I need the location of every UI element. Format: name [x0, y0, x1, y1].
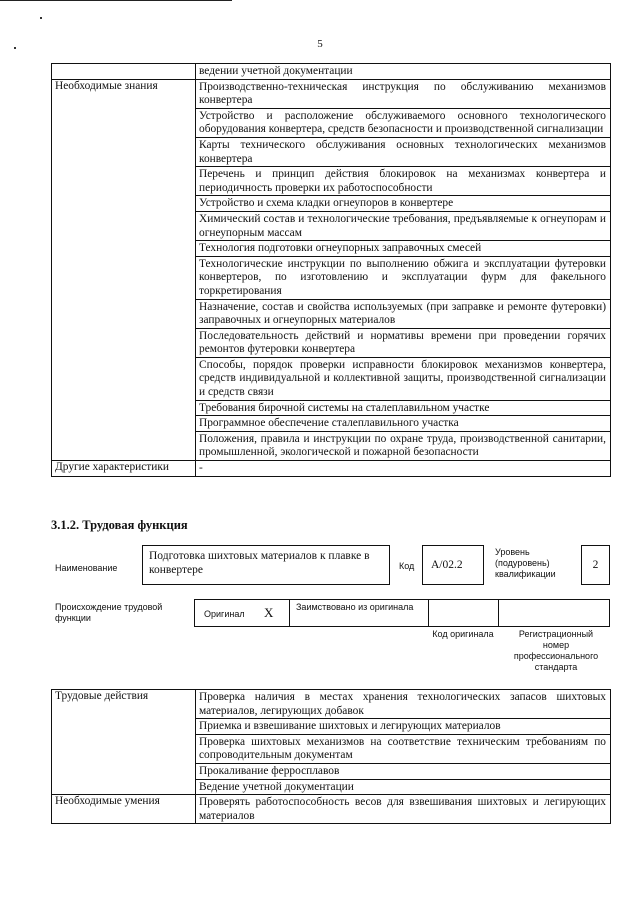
row-label: [52, 64, 196, 80]
row-label: Трудовые действия: [52, 690, 196, 795]
divider: [289, 600, 290, 626]
function-name-box: [142, 545, 390, 585]
table-row: [52, 690, 611, 719]
table-row: [52, 795, 611, 824]
row-item: -: [196, 461, 611, 477]
row-item: Проверять работоспособность весов для взвешивания шихтовых и легирующих материалов: [196, 795, 611, 824]
row-item: Назначение, состав и свойства используемых (при заправке и ремонте футеровки) заправочных и огнеупорных материалов: [196, 299, 611, 328]
row-item: Карты технического обслуживания основных технологических механизмов конвертера: [196, 137, 611, 166]
level-label: Уровень (подуровень) квалификации: [495, 547, 556, 579]
row-item: Приемка и взвешивание шихтовых и легирующих материалов: [196, 719, 611, 735]
row-label: Необходимые умения: [52, 795, 196, 824]
section-heading: 3.1.2. Трудовая функция: [51, 518, 188, 532]
level-value: 2: [592, 559, 599, 571]
divider: [428, 600, 429, 626]
row-item: Прокаливание ферросплавов: [196, 763, 611, 779]
row-item: Перечень и принцип действия блокировок на механизмах конвертера и периодичность проверки их работоспособности: [196, 167, 611, 196]
row-item: Производственно-техническая инструкция по обслуживанию механизмов конвертера: [196, 79, 611, 108]
code-value: А/02.2: [431, 559, 463, 571]
page-number: 5: [317, 38, 323, 50]
table-row: [52, 461, 611, 477]
original-label: Оригинал: [204, 609, 245, 619]
table-row: [52, 79, 611, 108]
row-item: Способы, порядок проверки исправности блокировок механизмов конвертера, средств индивидуальной и коллективной защиты, производственной сигнализации и средств связи: [196, 357, 611, 400]
row-item: Требования бирочной системы на сталеплавильном участке: [196, 400, 611, 416]
original-mark: X: [264, 605, 274, 620]
scan-speck: [40, 17, 42, 19]
reg-number-label: Регистрационный номер профессионального стандарта: [513, 629, 599, 672]
row-item: Программное обеспечение сталеплавильного участка: [196, 416, 611, 432]
top-rule: [0, 0, 232, 1]
level-box: [581, 545, 610, 585]
row-item: Проверка наличия в местах хранения технологических запасов шихтовых материалов, легирующих добавок: [196, 690, 611, 719]
row-item: ведении учетной документации: [196, 64, 611, 80]
row-item: Последовательность действий и нормативы времени при проведении горячих ремонтов футеровки конвертера: [196, 328, 611, 357]
name-label: Наименование: [55, 563, 118, 573]
divider: [498, 600, 499, 626]
function-name: Подготовка шихтовых материалов к плавке в конвертере: [149, 550, 370, 576]
code-original-label: Код оригинала: [432, 629, 494, 639]
origin-label: Происхождение трудовой функции: [55, 602, 163, 623]
row-item: Проверка шихтовых механизмов на соответствие техническим требованиям по сопроводительным документам: [196, 734, 611, 763]
row-item: Технологические инструкции по выполнению обжига и эксплуатации футеровки конвертеров, по изготовлению и эксплуатации фурм для факельного торкретирования: [196, 256, 611, 299]
row-label: Другие характеристики: [52, 461, 196, 477]
row-item: Устройство и схема кладки огнеупоров в конвертере: [196, 196, 611, 212]
row-item: Технология подготовки огнеупорных заправочных смесей: [196, 241, 611, 257]
code-box: [422, 545, 484, 585]
row-item: Устройство и расположение обслуживаемого основного технологического оборудования конвертера, средств безопасности и производственной сигнализации: [196, 108, 611, 137]
code-label: Код: [399, 561, 415, 571]
competency-table: [51, 63, 611, 477]
table-row: [52, 64, 611, 80]
row-label: Необходимые знания: [52, 79, 196, 460]
labour-actions-table: [51, 689, 611, 824]
row-item: Положения, правила и инструкции по охране труда, производственной санитарии, промышленной, экологической и пожарной безопасности: [196, 431, 611, 460]
origin-box: [194, 599, 610, 627]
row-item: Химический состав и технологические требования, предъявляемые к огнеупорам и огнеупорным массам: [196, 211, 611, 240]
row-item: Ведение учетной документации: [196, 779, 611, 795]
borrowed-label: Заимствовано из оригинала: [296, 602, 414, 612]
